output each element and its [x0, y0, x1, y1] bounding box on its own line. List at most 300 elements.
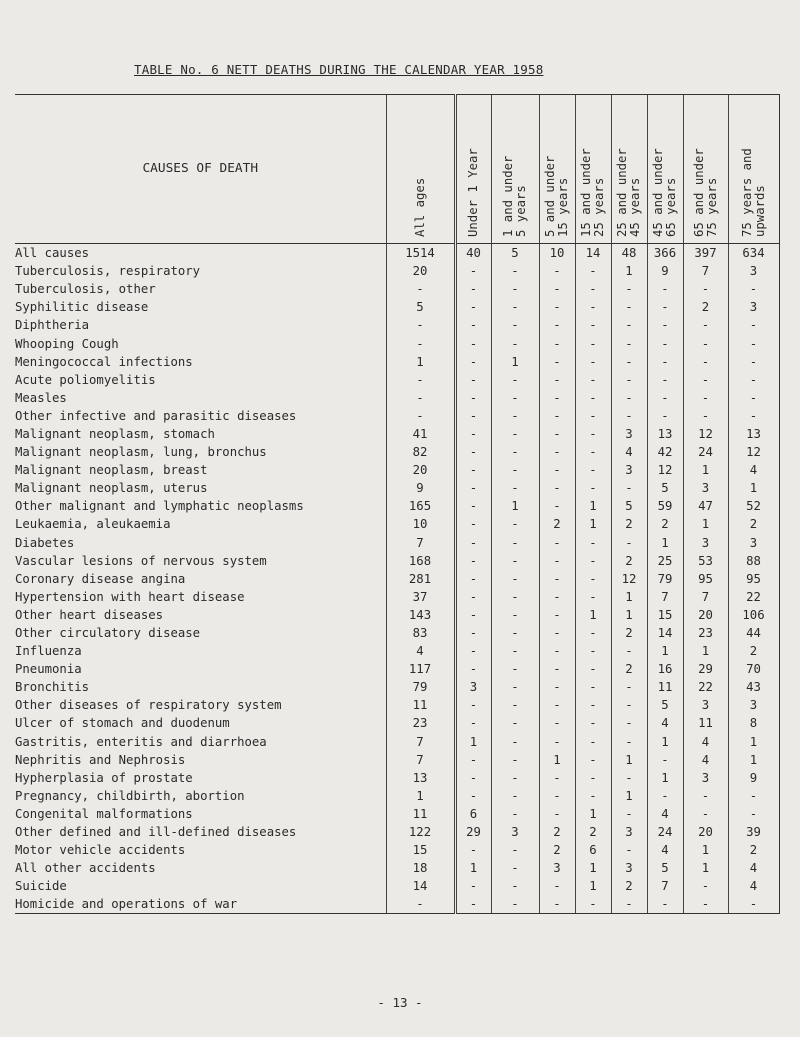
table-row	[15, 334, 779, 352]
cause-cell: Whooping Cough	[15, 336, 119, 351]
page-number: - 13 -	[377, 995, 423, 1010]
age-group-cell: -	[455, 769, 491, 787]
age-group-cell: -	[575, 534, 611, 552]
age-group-cell: -	[728, 334, 779, 352]
age-group-cell: -	[611, 334, 647, 352]
age-group-cell: -	[455, 353, 491, 371]
age-group-cell: -	[539, 642, 575, 660]
age-group-cell: 13	[728, 425, 779, 443]
cause-cell: Other diseases of respiratory system	[15, 698, 282, 713]
table-row	[15, 389, 779, 407]
all-ages-cell: 23	[386, 714, 455, 732]
age-group-cell: -	[455, 787, 491, 805]
age-group-cell: -	[455, 497, 491, 515]
cause-cell: Malignant neoplasm, uterus	[15, 481, 208, 496]
age-group-cell: 1	[683, 461, 728, 479]
age-group-cell: 1	[728, 751, 779, 769]
all-ages-cell: -	[386, 895, 455, 914]
all-ages-cell: 41	[386, 425, 455, 443]
header-age-label: 15 and under 25 years	[579, 147, 606, 237]
cause-cell: Other defined and ill-defined diseases	[15, 825, 297, 840]
age-group-cell: -	[575, 316, 611, 334]
age-group-cell: -	[455, 262, 491, 280]
cause-cell: Congenital malformations	[15, 806, 193, 821]
age-group-cell: -	[455, 534, 491, 552]
age-group-cell: 2	[611, 660, 647, 678]
header-age-label: 25 and under 45 years	[615, 147, 642, 237]
table-row	[15, 624, 779, 642]
header-age-label: 75 years and upwards	[739, 147, 767, 237]
age-group-cell: -	[683, 877, 728, 895]
age-group-cell: 1	[647, 642, 683, 660]
age-group-cell: -	[539, 877, 575, 895]
age-group-cell: 1	[539, 751, 575, 769]
age-group-cell: -	[455, 895, 491, 914]
cause-cell: Ulcer of stomach and duodenum	[15, 716, 230, 731]
age-group-cell: -	[491, 280, 539, 298]
age-group-cell: -	[539, 389, 575, 407]
age-group-cell: -	[455, 479, 491, 497]
age-group-cell: 29	[455, 823, 491, 841]
cause-cell: Tuberculosis, respiratory	[15, 264, 201, 279]
header-age-label: 5 and under 15 years	[543, 155, 570, 237]
age-group-cell: 3	[683, 534, 728, 552]
age-group-cell: -	[539, 895, 575, 914]
age-group-cell: -	[575, 642, 611, 660]
cause-cell: Vascular lesions of nervous system	[15, 553, 267, 568]
age-group-cell: -	[455, 714, 491, 732]
age-group-cell: 4	[683, 751, 728, 769]
age-group-cell: 2	[611, 877, 647, 895]
age-group-cell: 5	[611, 497, 647, 515]
age-group-cell: -	[575, 787, 611, 805]
age-group-cell: -	[611, 389, 647, 407]
table-row	[15, 588, 779, 606]
cause-cell: Bronchitis	[15, 680, 90, 695]
age-group-cell: -	[455, 425, 491, 443]
age-group-cell: 1	[575, 497, 611, 515]
age-group-cell: 3	[728, 298, 779, 316]
cause-cell: Nephritis and Nephrosis	[15, 752, 186, 767]
cause-cell: Motor vehicle accidents	[15, 843, 186, 858]
all-ages-cell: 20	[386, 461, 455, 479]
table-row	[15, 696, 779, 714]
table-row	[15, 841, 779, 859]
age-group-cell: -	[455, 624, 491, 642]
age-group-cell: -	[647, 280, 683, 298]
age-group-cell: 4	[728, 461, 779, 479]
age-group-cell: -	[539, 334, 575, 352]
age-group-cell: -	[683, 389, 728, 407]
header-causes: CAUSES OF DEATH	[15, 95, 386, 244]
age-group-cell: 23	[683, 624, 728, 642]
age-group-cell: 59	[647, 497, 683, 515]
table-row	[15, 479, 779, 497]
age-group-cell: -	[611, 298, 647, 316]
age-group-cell: 3	[455, 678, 491, 696]
table-row	[15, 497, 779, 515]
header-age-75-plus	[728, 95, 779, 244]
age-group-cell: -	[728, 353, 779, 371]
age-group-cell: -	[491, 534, 539, 552]
header-age-65-75	[683, 95, 728, 244]
age-group-cell: -	[647, 334, 683, 352]
age-group-cell: 3	[611, 823, 647, 841]
cause-cell: Hypertension with heart disease	[15, 589, 245, 604]
header-age-5-15	[539, 95, 575, 244]
age-group-cell: -	[575, 371, 611, 389]
age-group-cell: 42	[647, 443, 683, 461]
age-group-cell: -	[683, 407, 728, 425]
cause-cell: Coronary disease angina	[15, 571, 186, 586]
all-ages-cell: 82	[386, 443, 455, 461]
age-group-cell: 52	[728, 497, 779, 515]
age-group-cell: 5	[647, 696, 683, 714]
age-group-cell: -	[611, 895, 647, 914]
table-row	[15, 805, 779, 823]
cause-cell: Diphtheria	[15, 318, 90, 333]
all-ages-cell: 165	[386, 497, 455, 515]
age-group-cell: 3	[611, 859, 647, 877]
age-group-cell: 1	[491, 353, 539, 371]
header-age-label: Under 1 Year	[466, 147, 480, 237]
age-group-cell: 88	[728, 552, 779, 570]
age-group-cell: -	[611, 316, 647, 334]
age-group-cell: -	[647, 298, 683, 316]
all-ages-cell: 18	[386, 859, 455, 877]
cause-cell: Tuberculosis, other	[15, 282, 156, 297]
all-ages-cell: 79	[386, 678, 455, 696]
age-group-cell: 20	[683, 823, 728, 841]
all-ages-cell: 122	[386, 823, 455, 841]
age-group-cell: -	[491, 298, 539, 316]
age-group-cell: -	[575, 624, 611, 642]
age-group-cell: 6	[575, 841, 611, 859]
cause-cell: All other accidents	[15, 861, 156, 876]
age-group-cell: -	[539, 353, 575, 371]
age-group-cell: 16	[647, 660, 683, 678]
age-group-cell: -	[455, 552, 491, 570]
age-group-cell: 1	[683, 515, 728, 533]
age-group-cell: 2	[611, 624, 647, 642]
age-group-cell: -	[539, 733, 575, 751]
age-group-cell: 70	[728, 660, 779, 678]
age-group-cell: -	[728, 371, 779, 389]
age-group-cell: -	[491, 461, 539, 479]
age-group-cell: 24	[647, 823, 683, 841]
age-group-cell: 2	[539, 823, 575, 841]
table-row	[15, 877, 779, 895]
age-group-cell: 95	[683, 570, 728, 588]
age-group-cell: 12	[683, 425, 728, 443]
table-row	[15, 244, 779, 263]
age-group-cell: -	[728, 280, 779, 298]
age-group-cell: 5	[491, 244, 539, 263]
age-group-cell: -	[683, 805, 728, 823]
age-group-cell: -	[575, 895, 611, 914]
all-ages-cell: -	[386, 371, 455, 389]
age-group-cell: 1	[647, 769, 683, 787]
age-group-cell: 1	[575, 859, 611, 877]
age-group-cell: -	[575, 696, 611, 714]
cause-cell: Gastritis, enteritis and diarrhoea	[15, 734, 267, 749]
age-group-cell: 3	[728, 262, 779, 280]
all-ages-cell: 1514	[386, 244, 455, 263]
table-row	[15, 298, 779, 316]
table-row	[15, 570, 779, 588]
age-group-cell: -	[491, 515, 539, 533]
cause-cell: Acute poliomyelitis	[15, 372, 156, 387]
table-row	[15, 407, 779, 425]
header-age-1-5	[491, 95, 539, 244]
age-group-cell: 4	[647, 714, 683, 732]
table-row	[15, 280, 779, 298]
age-group-cell: 3	[611, 461, 647, 479]
table-body	[15, 244, 779, 914]
age-group-cell: -	[575, 262, 611, 280]
table-row	[15, 371, 779, 389]
age-group-cell: 14	[575, 244, 611, 263]
age-group-cell: -	[683, 895, 728, 914]
age-group-cell: -	[575, 280, 611, 298]
all-ages-cell: -	[386, 334, 455, 352]
cause-cell: Malignant neoplasm, stomach	[15, 426, 215, 441]
age-group-cell: 2	[728, 841, 779, 859]
age-group-cell: -	[539, 407, 575, 425]
age-group-cell: 1	[575, 515, 611, 533]
age-group-cell: -	[455, 389, 491, 407]
age-group-cell: 1	[683, 841, 728, 859]
age-group-cell: 4	[683, 733, 728, 751]
age-group-cell: -	[683, 353, 728, 371]
all-ages-cell: -	[386, 280, 455, 298]
table-row	[15, 461, 779, 479]
age-group-cell: 12	[611, 570, 647, 588]
table-row	[15, 895, 779, 914]
age-group-cell: 7	[683, 262, 728, 280]
age-group-cell: -	[683, 371, 728, 389]
age-group-cell: 1	[728, 733, 779, 751]
age-group-cell: 47	[683, 497, 728, 515]
cause-cell: Other heart diseases	[15, 607, 164, 622]
age-group-cell: 13	[647, 425, 683, 443]
age-group-cell: -	[683, 334, 728, 352]
age-group-cell: -	[539, 552, 575, 570]
age-group-cell: -	[575, 714, 611, 732]
age-group-cell: 43	[728, 678, 779, 696]
age-group-cell: -	[647, 787, 683, 805]
age-group-cell: -	[539, 298, 575, 316]
age-group-cell: -	[491, 425, 539, 443]
age-group-cell: 1	[611, 787, 647, 805]
age-group-cell: -	[539, 588, 575, 606]
all-ages-cell: 15	[386, 841, 455, 859]
age-group-cell: 1	[647, 733, 683, 751]
age-group-cell: -	[647, 389, 683, 407]
age-group-cell: 3	[611, 425, 647, 443]
age-group-cell: -	[728, 316, 779, 334]
age-group-cell: 366	[647, 244, 683, 263]
age-group-cell: 1	[611, 606, 647, 624]
table-row	[15, 425, 779, 443]
all-ages-cell: 10	[386, 515, 455, 533]
age-group-cell: -	[575, 425, 611, 443]
table-row	[15, 678, 779, 696]
age-group-cell: -	[539, 769, 575, 787]
age-group-cell: -	[455, 371, 491, 389]
age-group-cell: 2	[575, 823, 611, 841]
cause-cell: Other infective and parasitic diseases	[15, 408, 297, 423]
age-group-cell: -	[539, 461, 575, 479]
age-group-cell: -	[491, 588, 539, 606]
cause-cell: Suicide	[15, 879, 67, 894]
age-group-cell: -	[647, 751, 683, 769]
age-group-cell: -	[575, 769, 611, 787]
age-group-cell: 7	[683, 588, 728, 606]
age-group-cell: -	[491, 678, 539, 696]
age-group-cell: 1	[683, 859, 728, 877]
age-group-cell: -	[491, 859, 539, 877]
cause-cell: Meningococcal infections	[15, 354, 193, 369]
header-all-ages-label: All ages	[412, 177, 427, 237]
age-group-cell: -	[539, 316, 575, 334]
age-group-cell: 3	[728, 696, 779, 714]
age-group-cell: -	[575, 443, 611, 461]
age-group-cell: 12	[647, 461, 683, 479]
age-group-cell: -	[575, 389, 611, 407]
cause-cell: Syphilitic disease	[15, 300, 149, 315]
age-group-cell: 2	[539, 515, 575, 533]
age-group-cell: -	[491, 787, 539, 805]
age-group-cell: -	[539, 570, 575, 588]
all-ages-cell: 9	[386, 479, 455, 497]
age-group-cell: -	[728, 407, 779, 425]
age-group-cell: -	[611, 371, 647, 389]
age-group-cell: -	[611, 805, 647, 823]
age-group-cell: 4	[647, 841, 683, 859]
age-group-cell: -	[728, 805, 779, 823]
all-ages-cell: 117	[386, 660, 455, 678]
age-group-cell: 1	[575, 877, 611, 895]
age-group-cell: -	[575, 407, 611, 425]
age-group-cell: -	[539, 479, 575, 497]
age-group-cell: 79	[647, 570, 683, 588]
age-group-cell: 1	[611, 751, 647, 769]
age-group-cell: -	[539, 787, 575, 805]
cause-cell: Diabetes	[15, 535, 75, 550]
age-group-cell: 3	[683, 696, 728, 714]
age-group-cell: -	[575, 298, 611, 316]
all-ages-cell: 11	[386, 696, 455, 714]
age-group-cell: -	[539, 425, 575, 443]
cause-cell: All causes	[15, 246, 90, 261]
age-group-cell: -	[575, 588, 611, 606]
age-group-cell: 14	[647, 624, 683, 642]
age-group-cell: 4	[728, 859, 779, 877]
age-group-cell: 2	[683, 298, 728, 316]
age-group-cell: -	[611, 280, 647, 298]
age-group-cell: -	[575, 660, 611, 678]
age-group-cell: -	[683, 316, 728, 334]
age-group-cell: 29	[683, 660, 728, 678]
age-group-cell: 10	[539, 244, 575, 263]
age-group-cell: -	[728, 895, 779, 914]
table-row	[15, 660, 779, 678]
age-group-cell: 1	[575, 805, 611, 823]
age-group-cell: -	[455, 642, 491, 660]
age-group-cell: -	[455, 515, 491, 533]
age-group-cell: 5	[647, 859, 683, 877]
age-group-cell: -	[611, 769, 647, 787]
age-group-cell: -	[491, 624, 539, 642]
age-group-cell: 44	[728, 624, 779, 642]
age-group-cell: -	[491, 262, 539, 280]
age-group-cell: 20	[683, 606, 728, 624]
all-ages-cell: 143	[386, 606, 455, 624]
age-group-cell: -	[683, 787, 728, 805]
age-group-cell: -	[491, 769, 539, 787]
age-group-cell: -	[539, 696, 575, 714]
age-group-cell: -	[728, 787, 779, 805]
age-group-cell: 15	[647, 606, 683, 624]
age-group-cell: -	[491, 714, 539, 732]
all-ages-cell: 1	[386, 353, 455, 371]
header-age-label: 1 and under 5 years	[501, 155, 528, 237]
age-group-cell: 3	[683, 769, 728, 787]
age-group-cell: -	[575, 479, 611, 497]
age-group-cell: -	[455, 877, 491, 895]
all-ages-cell: 168	[386, 552, 455, 570]
age-group-cell: -	[539, 606, 575, 624]
all-ages-cell: 7	[386, 733, 455, 751]
table-row	[15, 769, 779, 787]
age-group-cell: -	[539, 660, 575, 678]
age-group-cell: -	[539, 497, 575, 515]
table-row	[15, 859, 779, 877]
age-group-cell: 4	[611, 443, 647, 461]
cause-cell: Influenza	[15, 644, 82, 659]
age-group-cell: -	[491, 389, 539, 407]
age-group-cell: 11	[647, 678, 683, 696]
age-group-cell: 7	[647, 588, 683, 606]
age-group-cell: -	[575, 751, 611, 769]
header-row	[15, 95, 779, 244]
age-group-cell: 5	[647, 479, 683, 497]
age-group-cell: -	[455, 588, 491, 606]
header-age-label: 65 and under 75 years	[691, 147, 719, 237]
age-group-cell: 11	[683, 714, 728, 732]
age-group-cell: 12	[728, 443, 779, 461]
cause-cell: Pneumonia	[15, 662, 82, 677]
age-group-cell: -	[611, 696, 647, 714]
age-group-cell: -	[491, 552, 539, 570]
all-ages-cell: 83	[386, 624, 455, 642]
age-group-cell: 9	[728, 769, 779, 787]
age-group-cell: -	[491, 877, 539, 895]
table-row	[15, 552, 779, 570]
age-group-cell: 1	[491, 497, 539, 515]
age-group-cell: 2	[611, 552, 647, 570]
age-group-cell: 1	[683, 642, 728, 660]
age-group-cell: 4	[728, 877, 779, 895]
age-group-cell: -	[539, 534, 575, 552]
age-group-cell: 3	[683, 479, 728, 497]
age-group-cell: 2	[647, 515, 683, 533]
age-group-cell: 8	[728, 714, 779, 732]
age-group-cell: -	[455, 298, 491, 316]
age-group-cell: 39	[728, 823, 779, 841]
table-row	[15, 606, 779, 624]
